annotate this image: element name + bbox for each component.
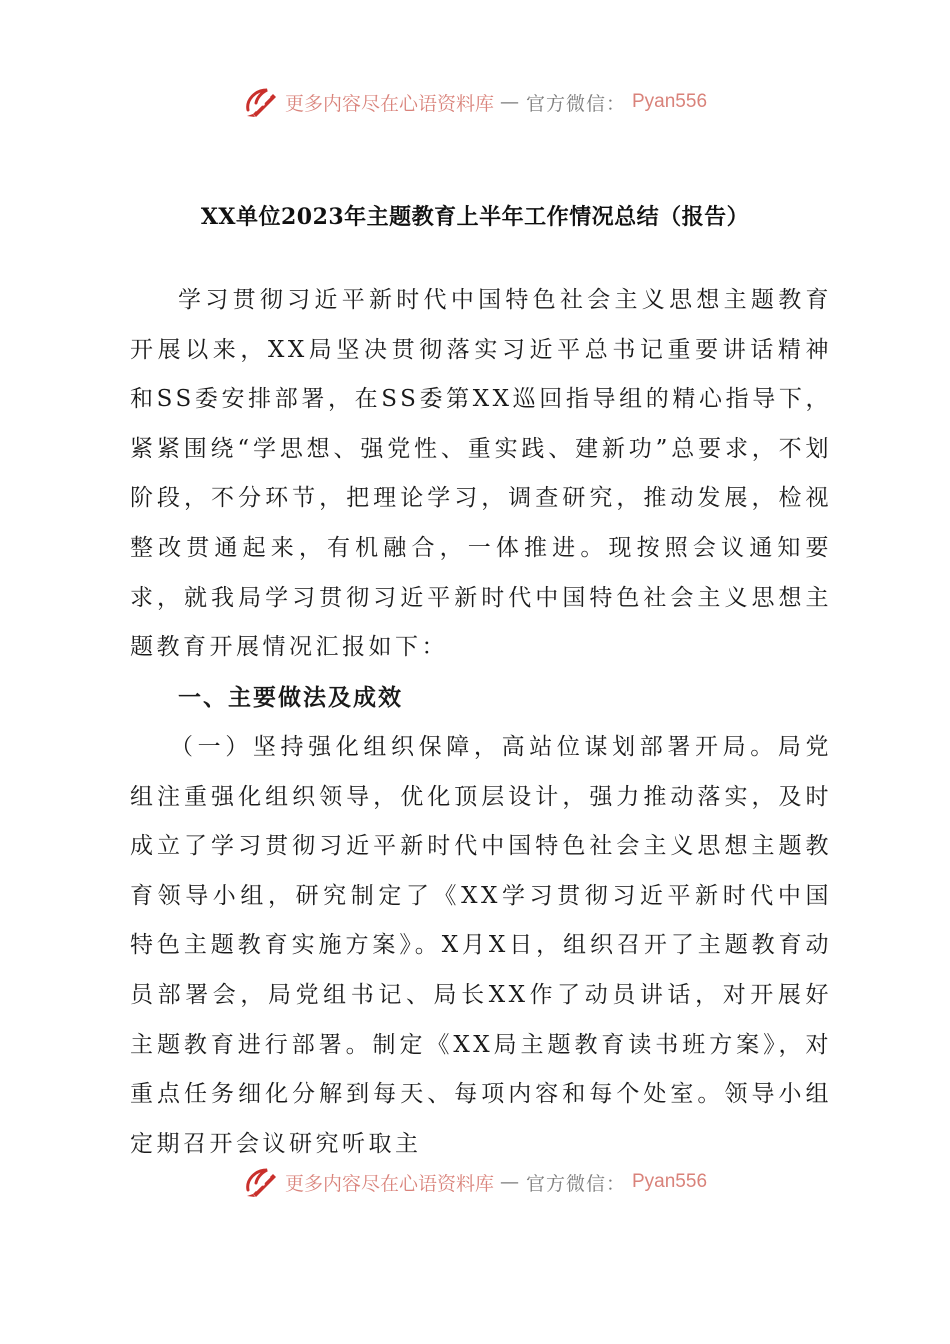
watermark-official-label: 官方微信：	[525, 1172, 626, 1195]
watermark-wechat-id: Pyan556	[632, 91, 708, 112]
watermark-brand-text: 更多内容尽在心语资料库	[284, 92, 494, 115]
intro-paragraph: 学习贯彻习近平新时代中国特色社会主义思想主题教育开展以来，XX局坚决贯彻落实习近平总书记重要讲话精神和SS委安排部署，在SS委第XX巡回指导组的精心指导下，紧紧围绕“学思想、强党性、重实践、建新功”总要求，不划阶段，不分环节，把理论学习，调查研究，推动发展，检视整改贯通起来，有机融合，一体推进。现按照会议通知要求，就我局学习贯彻习近平新时代中国特色社会主义思想主题教育开展情况汇报如下：	[130, 287, 832, 661]
section-heading: 一、主要做法及成效	[178, 684, 403, 711]
watermark-separator: —	[499, 1171, 520, 1193]
watermark-brand-text: 更多内容尽在心语资料库	[284, 1172, 494, 1195]
watermark-official-label: 官方微信：	[525, 92, 626, 115]
fountain-pen-logo-icon	[243, 84, 279, 120]
document-title: XX单位2023年主题教育上半年工作情况总结（报告）	[200, 204, 750, 230]
section-paragraph: （一）坚持强化组织保障，高站位谋划部署开局。局党组注重强化组织领导，优化顶层设计，强力推动落实，及时成立了学习贯彻习近平新时代中国特色社会主义思想主题教育领导小组，研究制定了《XX学习贯彻习近平新时代中国特色主题教育实施方案》。X月X日，组织召开了主题教育动员部署会，局党组书记、局长XX作了动员讲话，对开展好主题教育进行部署。制定《XX局主题教育读书班方案》，对重点任务细化分解到每天、每项内容和每个处室。领导小组定期召开会议研究听取主	[130, 734, 832, 1157]
footer-watermark	[0, 1160, 950, 1204]
watermark-separator: —	[499, 91, 520, 113]
watermark-wechat-id: Pyan556	[632, 1171, 708, 1192]
header-watermark	[0, 80, 950, 124]
fountain-pen-logo-icon	[243, 1164, 279, 1200]
